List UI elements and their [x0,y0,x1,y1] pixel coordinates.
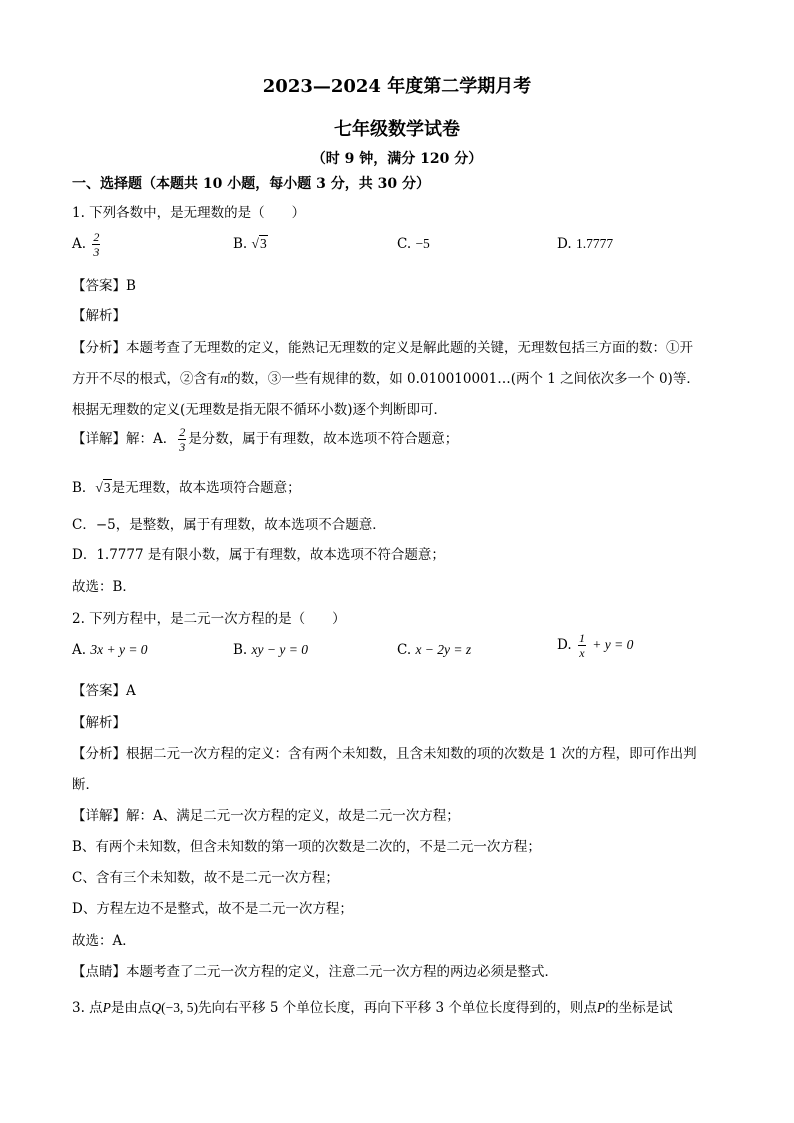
text-segment: 的坐标是试 [605,1000,673,1016]
option-value: 1.7777 [575,236,614,251]
question-2-fenxi-line-2: 断． [72,777,99,793]
option-expression: xy − y = 0 [251,642,308,657]
question-1-fenxi-line-2 [72,367,700,387]
fraction-numerator: 2 [93,230,100,244]
option-label: D. [557,637,572,653]
fraction-numerator: 1 [578,631,585,645]
fraction [578,632,586,659]
question-2-choose: 故选：A． [72,933,136,949]
question-1-detail-b [72,476,301,496]
question-1-detail-d: D．1.7777 是有限小数，属于有理数，故本选项不符合题意； [72,547,445,563]
exam-time-score: （时 9 钟，满分 120 分） [311,151,483,167]
option-label: C. [397,236,412,252]
point-q-coordinates: (−3, 5) [161,1000,199,1015]
question-2-fenxi-line-1: 【分析】根据二元一次方程的定义：含有两个未知数，且含未知数的项的次数是 1 次的方程，即可作出判 [72,746,697,762]
pi-symbol: π [220,371,228,386]
fraction [92,231,100,258]
question-2-detail-2: B、有两个未知数，但含未知数的第一项的次数是二次的，不是二元一次方程； [72,839,541,855]
question-2-stem: 2. 下列方程中，是二元一次方程的是（ ） [72,611,346,627]
sqrt-icon: √3 [251,236,267,251]
question-2-detail-4: D、方程左边不是整式，故不是二元一次方程； [72,901,353,917]
question-1-option-c [397,236,430,252]
point-p: P [102,1000,111,1015]
exam-title: 2023—2024 年度第二学期月考 [262,76,532,97]
text-segment: 是无理数，故本选项符合题意； [111,480,301,496]
question-2-option-c [397,642,471,658]
option-value: −5 [415,236,430,251]
question-2-detail-1: 【详解】解：A、满足二元一次方程的定义，故是二元一次方程； [72,808,460,824]
question-1-option-b [233,236,268,252]
point-q: Q [151,1000,162,1015]
option-label: D. [557,236,572,252]
text-segment: B． [72,480,96,496]
question-3-stem [72,996,673,1016]
section-heading: 一、选择题（本题共 10 小题，每小题 3 分，共 30 分） [72,176,430,192]
fraction-denominator: 3 [179,440,186,454]
text-segment: 【详解】解：A． [72,431,177,447]
text-segment: 3. 点 [72,1000,103,1016]
question-2-option-a [72,642,148,658]
fraction-numerator: 2 [179,425,186,439]
question-1-fenxi-line-1: 【分析】本题考查了无理数的定义，能熟记无理数的定义是解此题的关键，无理数包括三方面的数：①开 [72,340,693,356]
fraction-denominator: 3 [93,245,100,259]
text-segment: 先向右平移 5 个单位长度，再向下平移 3 个单位长度得到的，则点 [198,1000,597,1016]
option-label: B. [233,236,248,252]
question-2-option-d [557,632,633,659]
point-p: P [596,1000,606,1015]
question-1-detail-c: C．−5，是整数，属于有理数，故本选项不合题意． [72,517,386,533]
question-1-option-d [557,236,613,252]
question-2-dianjing: 【点睛】本题考查了二元一次方程的定义，注意二元一次方程的两边必须是整式． [72,964,558,980]
question-2-analysis-tag: 【解析】 [72,715,126,731]
option-expression: x − 2y = z [415,642,472,657]
question-1-stem: 1. 下列各数中，是无理数的是（ ） [72,205,306,221]
question-1-answer: 【答案】B [72,278,136,294]
option-label: A. [72,642,87,658]
option-expression: + y = 0 [592,637,634,652]
option-expression: 3x + y = 0 [90,642,148,657]
option-label: A. [72,236,87,252]
radicand: 3 [259,236,267,251]
text-segment: 是由点 [110,1000,152,1016]
radicand: 3 [103,480,111,495]
option-label: C. [397,642,412,658]
fraction [178,426,186,453]
text-segment: 是分数，属于有理数，故本选项不符合题意； [188,431,459,447]
option-label: B. [233,642,248,658]
exam-subject: 七年级数学试卷 [334,119,460,140]
question-1-fenxi-line-3: 根据无理数的定义(无理数是指无限不循环小数)逐个判断即可． [72,402,448,418]
question-1-detail-a [72,426,458,453]
question-2-answer: 【答案】A [72,683,136,699]
text-segment: 的数，③一些有规律的数，如 0.010010001…(两个 1 之间依次多一个 0)等． [227,371,700,387]
fraction-denominator: x [579,646,585,660]
text-segment: 方开不尽的根式，②含有 [72,371,221,387]
question-1-choose: 故选：B． [72,579,136,595]
question-1-analysis-tag: 【解析】 [72,308,126,324]
question-2-option-b [233,642,308,658]
question-2-detail-3: C、含有三个未知数，故不是二元一次方程； [72,870,339,886]
question-1-option-a [72,231,102,258]
sqrt-icon: √3 [95,480,111,495]
